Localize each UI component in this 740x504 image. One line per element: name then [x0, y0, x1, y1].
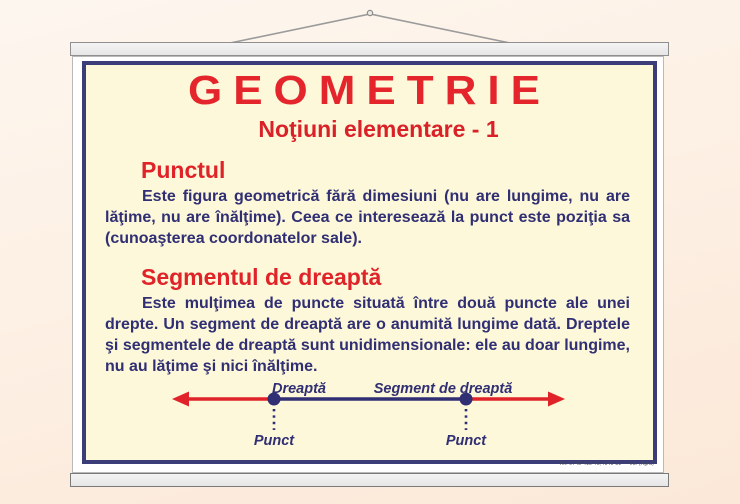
section-heading-segmentul: Segmentul de dreaptă: [141, 264, 382, 290]
right-arrowhead-icon: [548, 392, 565, 407]
left-arrowhead-icon: [172, 392, 189, 407]
dreapta-label: Dreaptă: [272, 381, 326, 397]
line-segment-diagram: [73, 377, 665, 451]
segment-label: Segment de dreaptă: [373, 381, 513, 397]
poster-sheet: [72, 56, 664, 473]
section-body-segmentul: Este mulţimea de puncte situată între două puncte ale unei drepte. Un segment de dreaptă are o anumită lungime dată. Dreptele şi segmentele de dreaptă sunt unidimensionale: ele au doar lungime, nu au lăţime şi nici înălţime.: [105, 295, 630, 375]
section-heading-punctul: Punctul: [141, 157, 226, 183]
bottom-rail: [70, 473, 669, 487]
punct-label-right: Punct: [445, 433, 487, 449]
punct-label-left: Punct: [253, 433, 295, 449]
poster-title: GEOMETRIE: [187, 68, 552, 114]
hanger-hook-icon: [367, 10, 372, 15]
top-rail: [70, 42, 669, 56]
section-body-punctul: Este figura geometrică fără dimesiuni (nu are lungime, nu are lăţime, nu are înălţime). Ceea ce interesează la punct este poziţia sa (cunoaşterea coordonatelor sale).: [105, 188, 630, 247]
poster-subtitle: Noţiuni elementare - 1: [258, 116, 499, 142]
publisher-credit: Tel: 0745-415-45; /545-31 — ed. (Agra): [559, 461, 654, 467]
